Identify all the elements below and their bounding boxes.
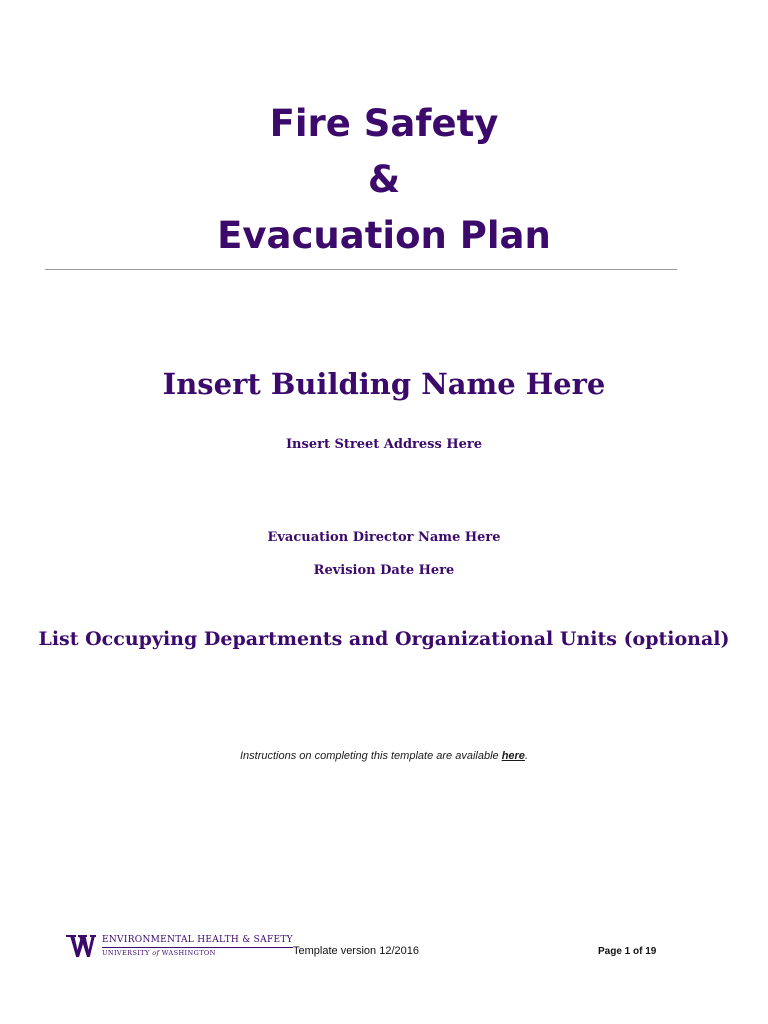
- building-name: Insert Building Name Here: [162, 367, 606, 401]
- page-number: Page 1 of 19: [598, 946, 657, 957]
- logo-university-b: WASHINGTON: [159, 948, 216, 957]
- evacuation-director: Evacuation Director Name Here: [267, 530, 501, 545]
- title-line-ampersand: &: [367, 158, 401, 201]
- logo-university-a: UNIVERSITY: [102, 948, 153, 957]
- instructions-text: Instructions on completing this template are available: [239, 750, 502, 762]
- occupying-departments: List Occupying Departments and Organizational Units (optional): [38, 628, 730, 650]
- revision-date: Revision Date Here: [313, 563, 455, 578]
- template-version: Template version 12/2016: [293, 945, 419, 957]
- title-line-fire-safety: Fire Safety: [269, 102, 499, 145]
- logo-university-of: of: [152, 948, 160, 957]
- instructions-suffix: .: [524, 750, 528, 762]
- logo-university: [102, 948, 293, 958]
- uw-w-logo-icon: [66, 934, 96, 958]
- instructions-link[interactable]: here: [501, 750, 525, 762]
- title-divider: [45, 269, 677, 270]
- logo-org-name: ENVIRONMENTAL HEALTH & SAFETY: [102, 935, 293, 948]
- title-line-evacuation-plan: Evacuation Plan: [217, 214, 551, 257]
- instructions-note: [0, 748, 768, 764]
- document-title: [0, 96, 768, 264]
- logo-text: [102, 935, 293, 958]
- ehs-logo: [66, 930, 293, 962]
- street-address: Insert Street Address Here: [285, 437, 483, 452]
